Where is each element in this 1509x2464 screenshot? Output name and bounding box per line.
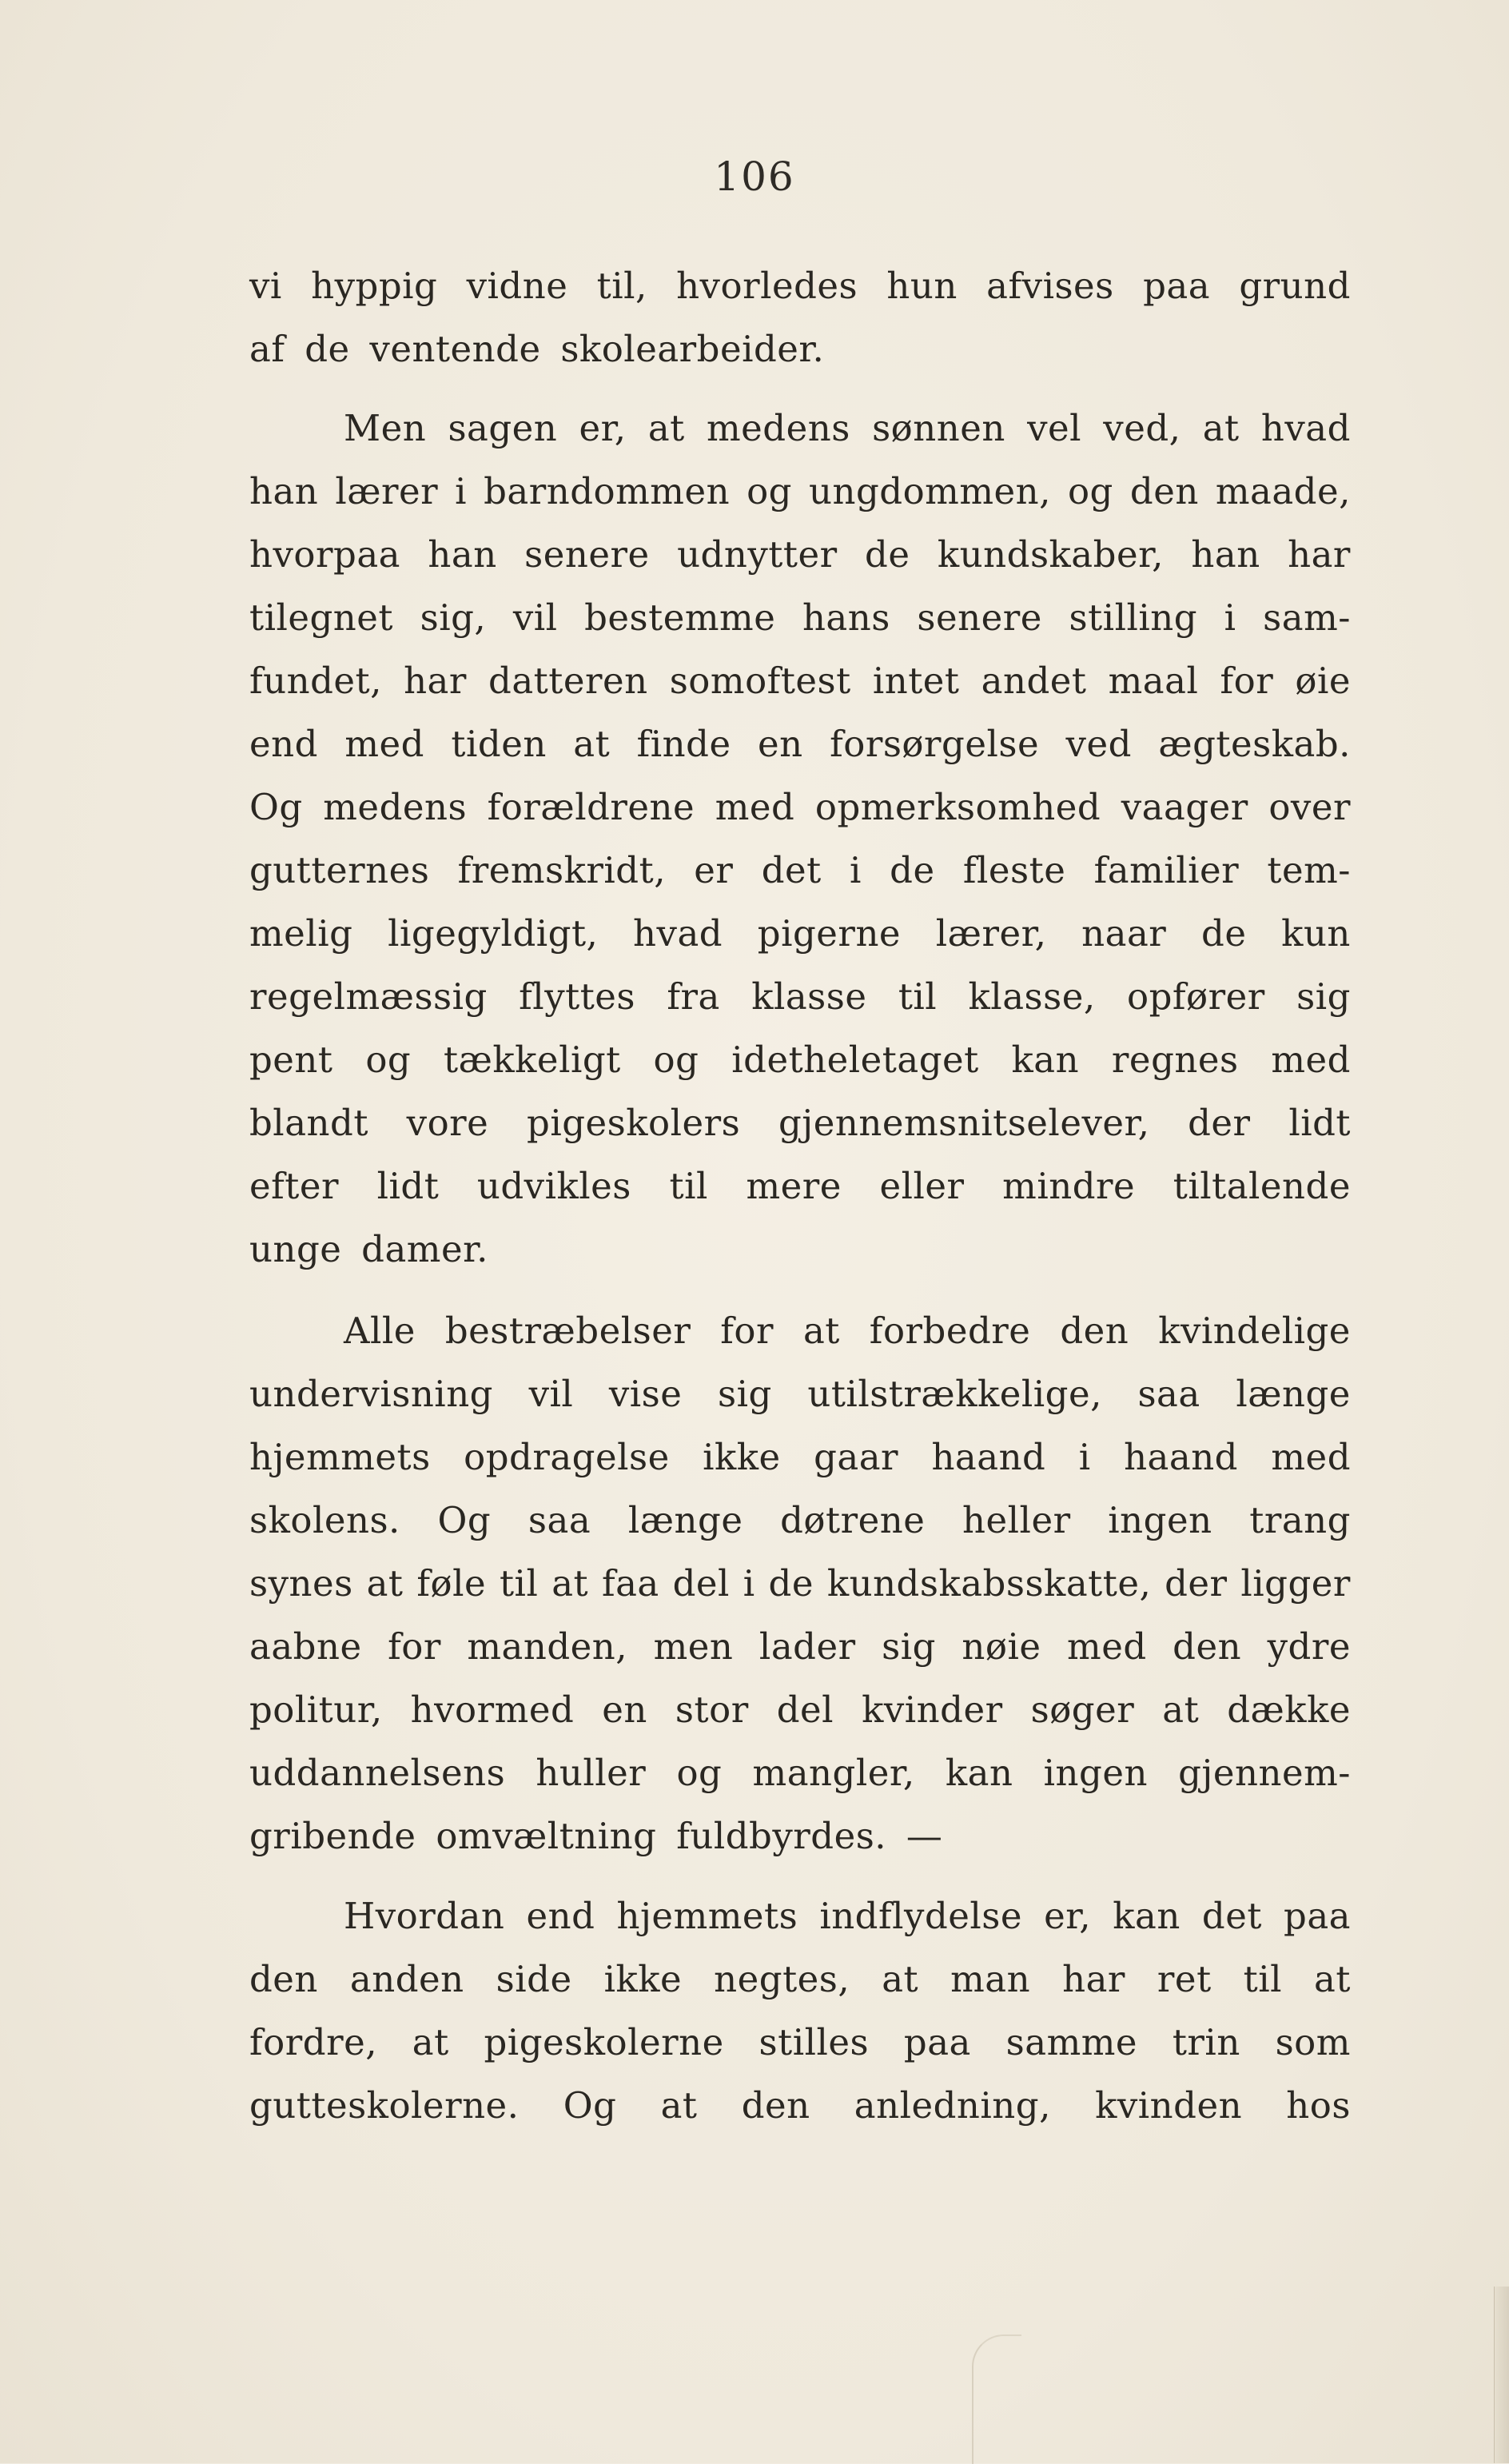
- word: huller: [536, 1752, 647, 1794]
- word: hjemmets: [616, 1895, 798, 1937]
- word: over: [1268, 786, 1351, 828]
- text-line: [249, 2011, 1351, 2074]
- word: tem-: [1267, 849, 1351, 891]
- word: stilling: [1069, 596, 1198, 639]
- word: afvises: [986, 265, 1114, 307]
- word: gjennem-: [1178, 1752, 1351, 1794]
- word: vi: [249, 265, 282, 307]
- word: opdragelse: [464, 1436, 670, 1478]
- word: forsørgelse: [830, 723, 1040, 765]
- word: vaager: [1121, 786, 1248, 828]
- text-line: [249, 1884, 1351, 1948]
- word: politur,: [249, 1689, 383, 1731]
- word: grund: [1239, 265, 1351, 307]
- word: datteren: [488, 660, 648, 702]
- word: at: [573, 723, 611, 765]
- word: til: [898, 975, 938, 1018]
- word: omvæltning: [436, 1815, 657, 1857]
- word: finde: [636, 723, 731, 765]
- word: eller: [879, 1165, 965, 1207]
- word: opmerksomhed: [814, 786, 1101, 828]
- word: af: [249, 328, 285, 370]
- word: idetheletaget: [731, 1039, 979, 1081]
- word: Men: [344, 407, 427, 449]
- word: kan: [1113, 1895, 1181, 1937]
- word: den: [1060, 1310, 1129, 1352]
- word: at: [1202, 407, 1240, 449]
- word: barndommen: [484, 470, 731, 512]
- word: for: [1220, 660, 1274, 702]
- word: med: [344, 723, 424, 765]
- text-line: [249, 775, 1351, 839]
- word: hos: [1286, 2084, 1351, 2127]
- word: kvindelige: [1158, 1310, 1351, 1352]
- word: kvinder: [862, 1689, 1003, 1731]
- word: saa: [1137, 1373, 1200, 1415]
- word: har: [1288, 533, 1351, 576]
- word: maade,: [1215, 470, 1351, 512]
- word: paa: [903, 2021, 971, 2063]
- word: lidt: [376, 1165, 440, 1207]
- text-line: [249, 1362, 1351, 1425]
- word: hun: [886, 265, 958, 307]
- word: søger: [1030, 1689, 1135, 1731]
- word: sig: [1296, 975, 1351, 1018]
- word: hans: [802, 596, 890, 639]
- word: kan: [945, 1752, 1013, 1794]
- word: og: [676, 1752, 723, 1794]
- word: at: [1162, 1689, 1200, 1731]
- word: medens: [323, 786, 468, 828]
- text-line: [249, 1425, 1351, 1489]
- word: blandt: [249, 1102, 368, 1144]
- word: med: [1067, 1625, 1147, 1668]
- word: vise: [608, 1373, 683, 1415]
- word: hvad: [633, 912, 723, 955]
- word: mangler,: [752, 1752, 915, 1794]
- text-line: [249, 1678, 1351, 1741]
- word: skolens.: [249, 1499, 400, 1541]
- word: paa: [1143, 265, 1211, 307]
- word: forældrene: [487, 786, 695, 828]
- word: som: [1275, 2021, 1351, 2063]
- word: fuldbyrdes.: [676, 1815, 887, 1857]
- paragraph-3: [249, 1299, 1351, 1868]
- word: anledning,: [854, 2084, 1051, 2127]
- word: vil: [512, 596, 558, 639]
- word: til: [1243, 1958, 1283, 2000]
- word: ved,: [1103, 407, 1181, 449]
- word: og: [1067, 470, 1113, 512]
- word: tilegnet: [249, 596, 394, 639]
- word: end: [249, 723, 318, 765]
- word: samme: [1005, 2021, 1138, 2063]
- word: hvorpaa: [249, 533, 400, 576]
- word: sønnen: [872, 407, 1005, 449]
- word: nøie: [962, 1625, 1041, 1668]
- word: en: [602, 1689, 647, 1731]
- word: fleste: [962, 849, 1066, 891]
- text-line: [249, 1028, 1351, 1091]
- word: med: [1271, 1039, 1351, 1081]
- text-line: [249, 1154, 1351, 1218]
- word: faa: [601, 1562, 659, 1605]
- word: lidt: [1288, 1102, 1351, 1144]
- word: familier: [1093, 849, 1240, 891]
- word: bestræbelser: [444, 1310, 691, 1352]
- word: har: [404, 660, 467, 702]
- word: side: [496, 1958, 572, 2000]
- word: bestemme: [584, 596, 776, 639]
- word: er: [694, 849, 734, 891]
- word: manden,: [467, 1625, 628, 1668]
- word: ungdommen,: [809, 470, 1051, 512]
- word: og: [365, 1039, 412, 1081]
- text-line: [249, 2074, 1351, 2137]
- paragraph-1: [249, 254, 1351, 381]
- word: stilles: [758, 2021, 870, 2063]
- word: til: [499, 1562, 539, 1605]
- word: lærer,: [935, 912, 1047, 955]
- text-line: [249, 1489, 1351, 1552]
- word: der: [1165, 1562, 1228, 1605]
- word: i: [1224, 596, 1236, 639]
- word: de: [890, 849, 935, 891]
- word: klasse,: [968, 975, 1096, 1018]
- word: sig,: [420, 596, 487, 639]
- word: hyppig: [311, 265, 438, 307]
- word: del: [776, 1689, 834, 1731]
- scan-artifact: [972, 2334, 1021, 2464]
- word: kvinden: [1095, 2084, 1243, 2127]
- word: pigeskolerne: [484, 2021, 724, 2063]
- word: haand: [931, 1436, 1046, 1478]
- paragraph-4: [249, 1884, 1351, 2137]
- page-edge: [1494, 2287, 1509, 2463]
- word: synes: [249, 1562, 353, 1605]
- word: øie: [1295, 660, 1351, 702]
- word: tiden: [451, 723, 547, 765]
- word: den: [249, 1958, 318, 2000]
- word: det: [761, 849, 822, 891]
- word: kundskabsskatte,: [826, 1562, 1152, 1605]
- word: de: [865, 533, 910, 576]
- text-line: [249, 397, 1351, 460]
- word: ligegyldigt,: [388, 912, 599, 955]
- word: tækkeligt: [444, 1039, 621, 1081]
- word: ydre: [1267, 1625, 1351, 1668]
- word: at: [1314, 1958, 1351, 2000]
- word: gribende: [249, 1815, 416, 1857]
- word: gjennemsnitselever,: [778, 1102, 1150, 1144]
- text-line: [249, 1948, 1351, 2011]
- word: døtrene: [780, 1499, 926, 1541]
- word: damer.: [361, 1228, 488, 1270]
- word: de: [1201, 912, 1247, 955]
- text-line: [249, 1741, 1351, 1804]
- word: pent: [249, 1039, 333, 1081]
- word: til,: [596, 265, 647, 307]
- word: at: [366, 1562, 404, 1605]
- paragraph-2: [249, 397, 1351, 1281]
- word: senere: [917, 596, 1042, 639]
- word: er,: [1044, 1895, 1092, 1937]
- word: heller: [962, 1499, 1071, 1541]
- word: en: [758, 723, 803, 765]
- word: med: [1271, 1436, 1351, 1478]
- word: fordre,: [249, 2021, 378, 2063]
- word: efter: [249, 1165, 340, 1207]
- word: hvad: [1260, 407, 1351, 449]
- word: senere: [524, 533, 650, 576]
- word: fremskridt,: [457, 849, 667, 891]
- word: at: [647, 407, 685, 449]
- word: kundskaber,: [937, 533, 1164, 576]
- text-line: [249, 649, 1351, 712]
- word: føle: [416, 1562, 487, 1605]
- word: har: [1062, 1958, 1125, 2000]
- word: sagen: [448, 407, 558, 449]
- word: udnytter: [677, 533, 838, 576]
- text-line: [249, 460, 1351, 523]
- word: Og: [437, 1499, 492, 1541]
- word: i: [455, 470, 468, 512]
- word: unge: [249, 1228, 342, 1270]
- word: paa: [1284, 1895, 1351, 1937]
- text-line: [249, 1552, 1351, 1615]
- word: ingen: [1043, 1752, 1148, 1794]
- word: ingen: [1108, 1499, 1212, 1541]
- word: i: [850, 849, 862, 891]
- word: til: [669, 1165, 708, 1207]
- word: vore: [406, 1102, 489, 1144]
- word: trin: [1172, 2021, 1240, 2063]
- word: haand: [1124, 1436, 1238, 1478]
- word: udvikles: [476, 1165, 631, 1207]
- text-line: [249, 1804, 1351, 1868]
- word: pigeskolers: [527, 1102, 741, 1144]
- word: de: [768, 1562, 814, 1605]
- word: den: [741, 2084, 810, 2127]
- text-line: [249, 839, 1351, 902]
- text-line: [249, 712, 1351, 775]
- word: kan: [1011, 1039, 1080, 1081]
- text-line: [249, 1218, 1351, 1281]
- word: ikke: [703, 1436, 781, 1478]
- word: dække: [1227, 1689, 1351, 1731]
- word: andet: [981, 660, 1087, 702]
- word: hvorledes: [676, 265, 858, 307]
- word: del: [672, 1562, 730, 1605]
- word: ægteskab.: [1158, 723, 1351, 765]
- text-line: [249, 254, 1351, 317]
- word: for: [720, 1310, 774, 1352]
- word: regnes: [1111, 1039, 1239, 1081]
- word: Og: [563, 2084, 617, 2127]
- word: medens: [706, 407, 850, 449]
- word: at: [660, 2084, 698, 2127]
- word: han: [1191, 533, 1260, 576]
- word: lærer: [335, 470, 439, 512]
- word: maal: [1108, 660, 1199, 702]
- word: tiltalende: [1173, 1165, 1351, 1207]
- word: opfører: [1126, 975, 1265, 1018]
- word: ligger: [1240, 1562, 1351, 1605]
- word: ret: [1157, 1958, 1212, 2000]
- word: gutteskolerne.: [249, 2084, 520, 2127]
- word: end: [526, 1895, 595, 1937]
- word: de: [305, 328, 350, 370]
- text-line: [249, 1299, 1351, 1362]
- word: utilstrækkelige,: [807, 1373, 1102, 1415]
- word: sam-: [1263, 596, 1351, 639]
- text-line: [249, 965, 1351, 1028]
- page-number: 106: [714, 154, 795, 200]
- text-line: [249, 902, 1351, 965]
- word: for: [388, 1625, 441, 1668]
- word: ved: [1065, 723, 1132, 765]
- word: længe: [627, 1499, 743, 1541]
- word: negtes,: [714, 1958, 850, 2000]
- word: aabne: [249, 1625, 362, 1668]
- word: i: [743, 1562, 755, 1605]
- text-line: [249, 1091, 1351, 1154]
- word: trang: [1249, 1499, 1351, 1541]
- word: sig: [717, 1373, 772, 1415]
- word: skolearbeider.: [560, 328, 825, 370]
- word: fundet,: [249, 660, 382, 702]
- word: den: [1129, 470, 1199, 512]
- word: melig: [249, 912, 353, 955]
- word: ventende: [369, 328, 541, 370]
- word: han: [428, 533, 497, 576]
- word: mere: [746, 1165, 842, 1207]
- word: kun: [1281, 912, 1351, 955]
- word: Alle: [344, 1310, 416, 1352]
- word: hvormed: [410, 1689, 575, 1731]
- word: vel: [1027, 407, 1082, 449]
- word: at: [412, 2021, 449, 2063]
- text-line: [249, 523, 1351, 586]
- word: det: [1201, 1895, 1262, 1937]
- word: at: [882, 1958, 919, 2000]
- word: mindre: [1002, 1165, 1136, 1207]
- word: længe: [1236, 1373, 1351, 1415]
- word: han: [249, 470, 319, 512]
- word: anden: [349, 1958, 464, 2000]
- word: at: [551, 1562, 589, 1605]
- word: gaar: [814, 1436, 899, 1478]
- word: vil: [528, 1373, 574, 1415]
- word: uddannelsens: [249, 1752, 506, 1794]
- word: vidne: [466, 265, 568, 307]
- word: lader: [758, 1625, 856, 1668]
- word: men: [653, 1625, 734, 1668]
- word: i: [1078, 1436, 1091, 1478]
- word: somoftest: [669, 660, 851, 702]
- word: klasse: [751, 975, 867, 1018]
- word: ikke: [603, 1958, 683, 2000]
- word: er,: [579, 407, 627, 449]
- word: —: [906, 1815, 943, 1857]
- word: den: [1173, 1625, 1242, 1668]
- word: saa: [528, 1499, 591, 1541]
- word: pigerne: [757, 912, 902, 955]
- word: og: [747, 470, 792, 512]
- word: naar: [1081, 912, 1167, 955]
- word: der: [1188, 1102, 1251, 1144]
- word: gutternes: [249, 849, 430, 891]
- word: forbedre: [869, 1310, 1031, 1352]
- word: regelmæssig: [249, 975, 488, 1018]
- word: man: [950, 1958, 1031, 2000]
- word: Og: [249, 786, 303, 828]
- word: indflydelse: [819, 1895, 1023, 1937]
- word: og: [653, 1039, 699, 1081]
- word: flyttes: [519, 975, 636, 1018]
- text-line: [249, 586, 1351, 649]
- word: sig: [882, 1625, 936, 1668]
- text-line: [249, 1615, 1351, 1678]
- word: hjemmets: [249, 1436, 431, 1478]
- word: Hvordan: [344, 1895, 505, 1937]
- word: med: [715, 786, 795, 828]
- word: stor: [675, 1689, 749, 1731]
- word: intet: [872, 660, 960, 702]
- word: undervisning: [249, 1373, 493, 1415]
- text-line: [249, 317, 1351, 381]
- word: at: [802, 1310, 840, 1352]
- word: fra: [667, 975, 720, 1018]
